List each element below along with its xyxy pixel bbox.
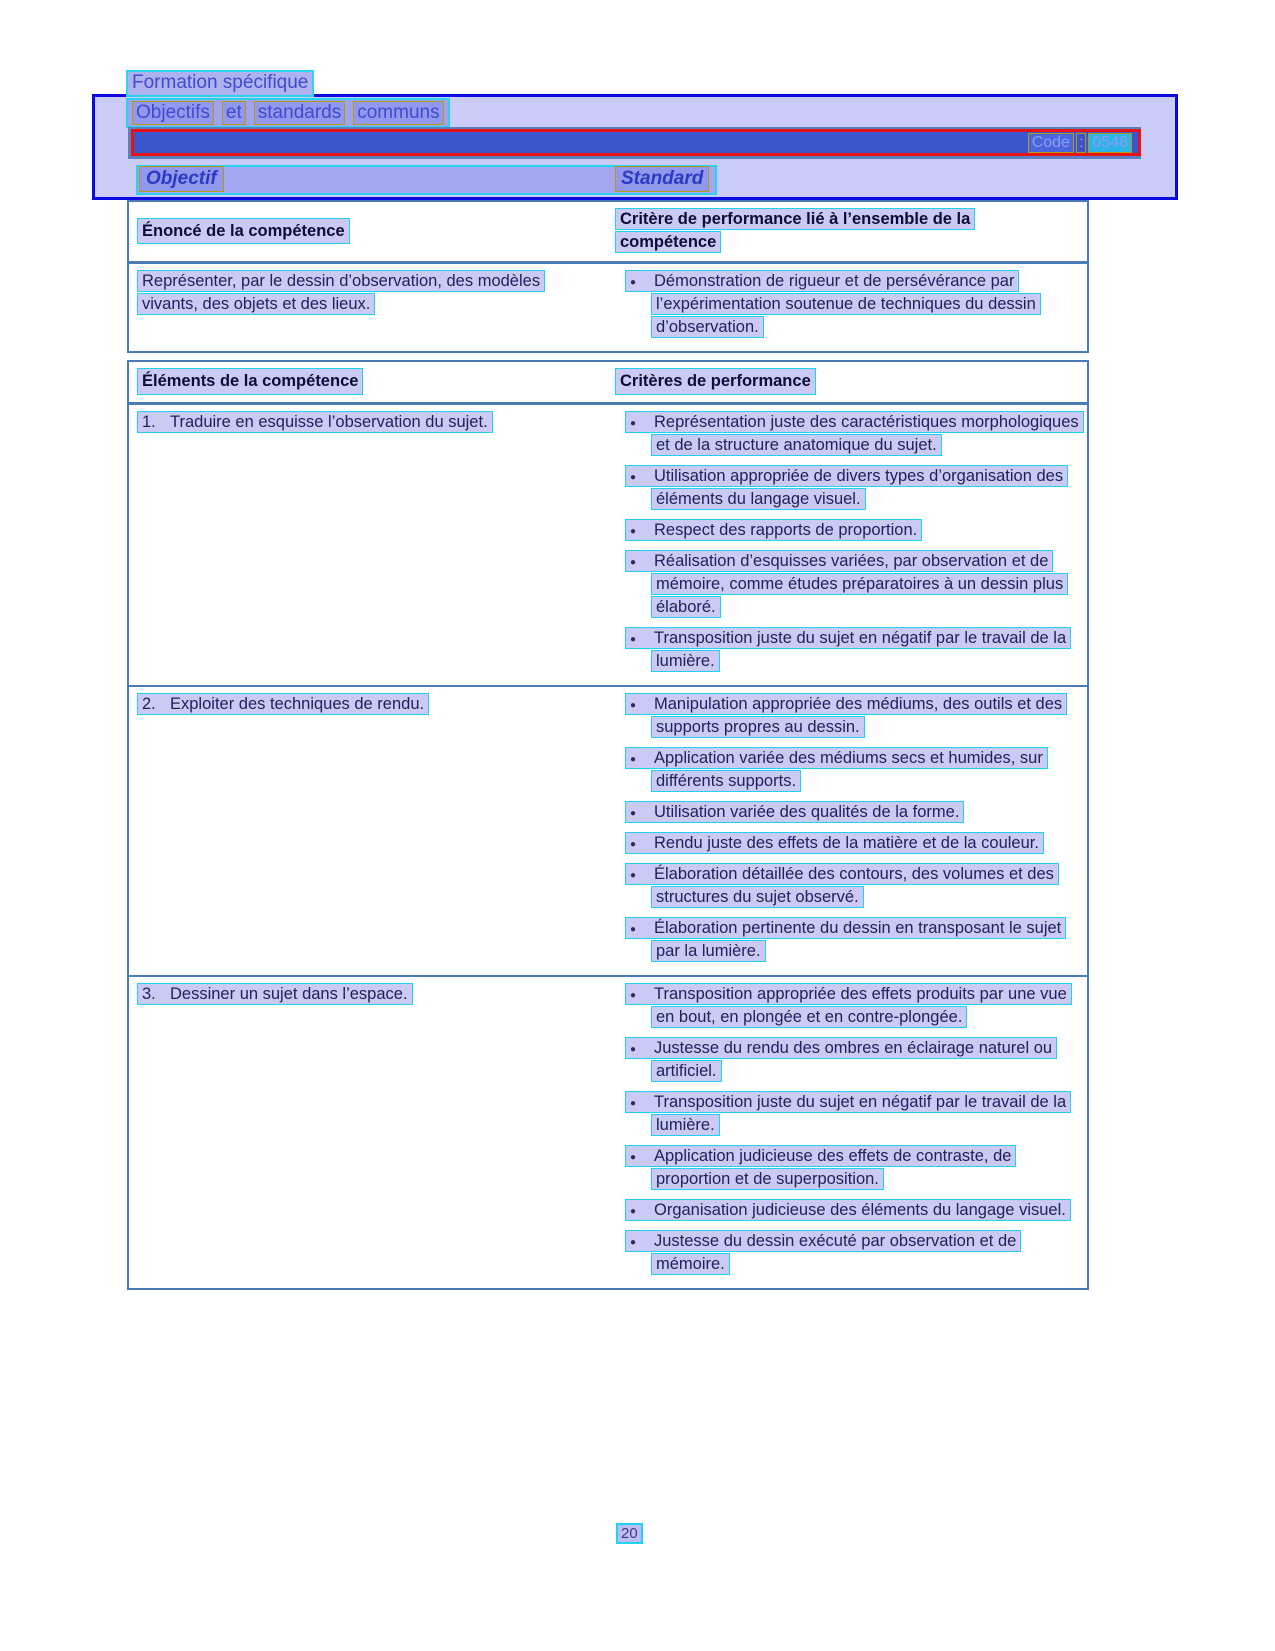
criteria-cell [607, 405, 1087, 685]
criterion-text: Transposition juste du sujet en négatif par le travail de la lumière. [654, 628, 1067, 670]
page-number: 20 [616, 1525, 643, 1542]
criterion-text: Rendu juste des effets de la matière et de la couleur. [654, 833, 1039, 852]
list-item [615, 747, 1079, 793]
criterion-text: Respect des rapports de proportion. [654, 520, 918, 539]
criterion-text: Démonstration de rigueur et de persévérance par l’expérimentation soutenue de techniques du dessin d’observation. [654, 272, 1036, 336]
bullet-icon: ● [630, 989, 637, 1001]
list-item [615, 1145, 1079, 1191]
table-row [129, 685, 1087, 975]
criterion-text: Application judicieuse des effets de contraste, de proportion et de superposition. [654, 1146, 1012, 1188]
list-item [615, 411, 1079, 457]
criteria-cell [607, 977, 1087, 1288]
header-cell [129, 362, 607, 402]
criterion-text: Représentation juste des caractéristiques morphologiques et de la structure anatomique du sujet. [654, 412, 1079, 454]
list-item [615, 801, 1079, 824]
list-item [615, 270, 1079, 339]
competence-table [127, 200, 1089, 353]
criterion-text: Organisation judicieuse des éléments du langage visuel. [654, 1200, 1066, 1219]
list-item [615, 627, 1079, 673]
bullet-icon: ● [630, 633, 637, 645]
bullet-icon: ● [630, 1043, 637, 1055]
header-cell [607, 202, 1087, 261]
criterion-text: Justesse du rendu des ombres en éclairage naturel ou artificiel. [654, 1038, 1053, 1080]
list-item [615, 1037, 1079, 1083]
section-title: Formation spécifique [126, 70, 314, 97]
bullet-icon: ● [630, 417, 637, 429]
competence-cell [129, 264, 607, 351]
list-item [615, 693, 1079, 739]
bullet-icon: ● [630, 1097, 637, 1109]
criterion-text: Justesse du dessin exécuté par observation et de mémoire. [654, 1231, 1017, 1273]
table-row [129, 405, 1087, 685]
page-header [0, 0, 1275, 200]
bullet-icon: ● [630, 753, 637, 765]
bullet-icon: ● [630, 1205, 637, 1217]
element-number: 3. [142, 984, 156, 1003]
bullet-icon: ● [630, 869, 637, 881]
criteria-cell [607, 687, 1087, 975]
bullet-icon: ● [630, 1151, 637, 1163]
element-text [137, 693, 429, 715]
criterion-text: Transposition juste du sujet en négatif par le travail de la lumière. [654, 1092, 1067, 1134]
list-item [615, 832, 1079, 855]
competence-text: Représenter, par le dessin d’observation, des modèles vivants, des objets et des lieux. [137, 270, 545, 315]
list-item [615, 1091, 1079, 1137]
table-row [129, 975, 1087, 1288]
standard-header: Standard [615, 166, 709, 192]
bullet-icon: ● [630, 699, 637, 711]
criteria-list [615, 983, 1079, 1276]
criterion-text: Application variée des médiums secs et humides, sur différents supports. [654, 748, 1043, 790]
element-number: 2. [142, 694, 156, 713]
criteria-cell [607, 264, 1087, 351]
list-item [615, 917, 1079, 963]
element-label: Traduire en esquisse l’observation du sujet. [170, 412, 488, 431]
list-item [615, 465, 1079, 511]
list-item [615, 863, 1079, 909]
bullet-icon: ● [630, 277, 637, 288]
table-row [129, 264, 1087, 351]
criterion-text: Élaboration détaillée des contours, des volumes et des structures du sujet observé. [654, 864, 1054, 906]
objectif-header: Objectif [139, 166, 224, 192]
header-cell [129, 202, 607, 261]
criterion-text: Utilisation appropriée de divers types d’organisation des éléments du langage visuel. [654, 466, 1064, 508]
criteria-list [615, 270, 1079, 339]
bullet-icon: ● [630, 807, 637, 819]
elements-table [127, 360, 1089, 1290]
code-value: 0548 [1088, 133, 1132, 153]
column-header: Énoncé de la compétence [137, 218, 350, 245]
bullet-icon: ● [630, 525, 637, 537]
list-item [615, 983, 1079, 1029]
bullet-icon: ● [630, 1236, 637, 1248]
element-number: 1. [142, 412, 156, 431]
element-label: Dessiner un sujet dans l’espace. [170, 984, 408, 1003]
subtitle-word: et [222, 101, 246, 125]
subtitle-word: standards [254, 101, 345, 125]
list-item [615, 519, 1079, 542]
element-text [137, 983, 413, 1005]
objectif-standard-row [136, 165, 717, 195]
list-item [615, 1230, 1079, 1276]
bullet-icon: ● [630, 556, 637, 568]
header-cell [607, 362, 1087, 402]
criterion-text: Réalisation d’esquisses variées, par observation et de mémoire, comme études préparatoires à un dessin plus élaboré. [654, 551, 1064, 616]
subtitle-word: communs [353, 101, 443, 125]
criterion-text: Utilisation variée des qualités de la forme. [654, 802, 960, 821]
element-cell [129, 687, 607, 975]
list-item [615, 1199, 1079, 1222]
element-text [137, 411, 493, 433]
column-header: Critères de performance [615, 368, 816, 395]
list-item [615, 550, 1079, 619]
bullet-icon: ● [630, 471, 637, 483]
column-header: Éléments de la compétence [137, 368, 363, 395]
criterion-text: Élaboration pertinente du dessin en transposant le sujet par la lumière. [654, 918, 1062, 960]
code-separator: : [1076, 133, 1086, 153]
code-label: Code [1028, 133, 1074, 153]
element-cell [129, 977, 607, 1288]
competence-table-header [129, 202, 1087, 264]
element-label: Exploiter des techniques de rendu. [170, 694, 425, 713]
criterion-text: Manipulation appropriée des médiums, des outils et des supports propres au dessin. [654, 694, 1063, 736]
code-bar [131, 129, 1141, 156]
subtitle-word: Objectifs [132, 101, 214, 125]
elements-table-header [129, 362, 1087, 405]
bullet-icon: ● [630, 838, 637, 850]
page-subtitle [126, 98, 450, 128]
column-header: Critère de performance lié à l’ensemble de la compétence [615, 208, 975, 253]
criteria-list [615, 693, 1079, 963]
criterion-text: Transposition appropriée des effets produits par une vue en bout, en plongée et en contre-plongée. [654, 984, 1067, 1026]
element-cell [129, 405, 607, 685]
criteria-list [615, 411, 1079, 673]
bullet-icon: ● [630, 923, 637, 935]
